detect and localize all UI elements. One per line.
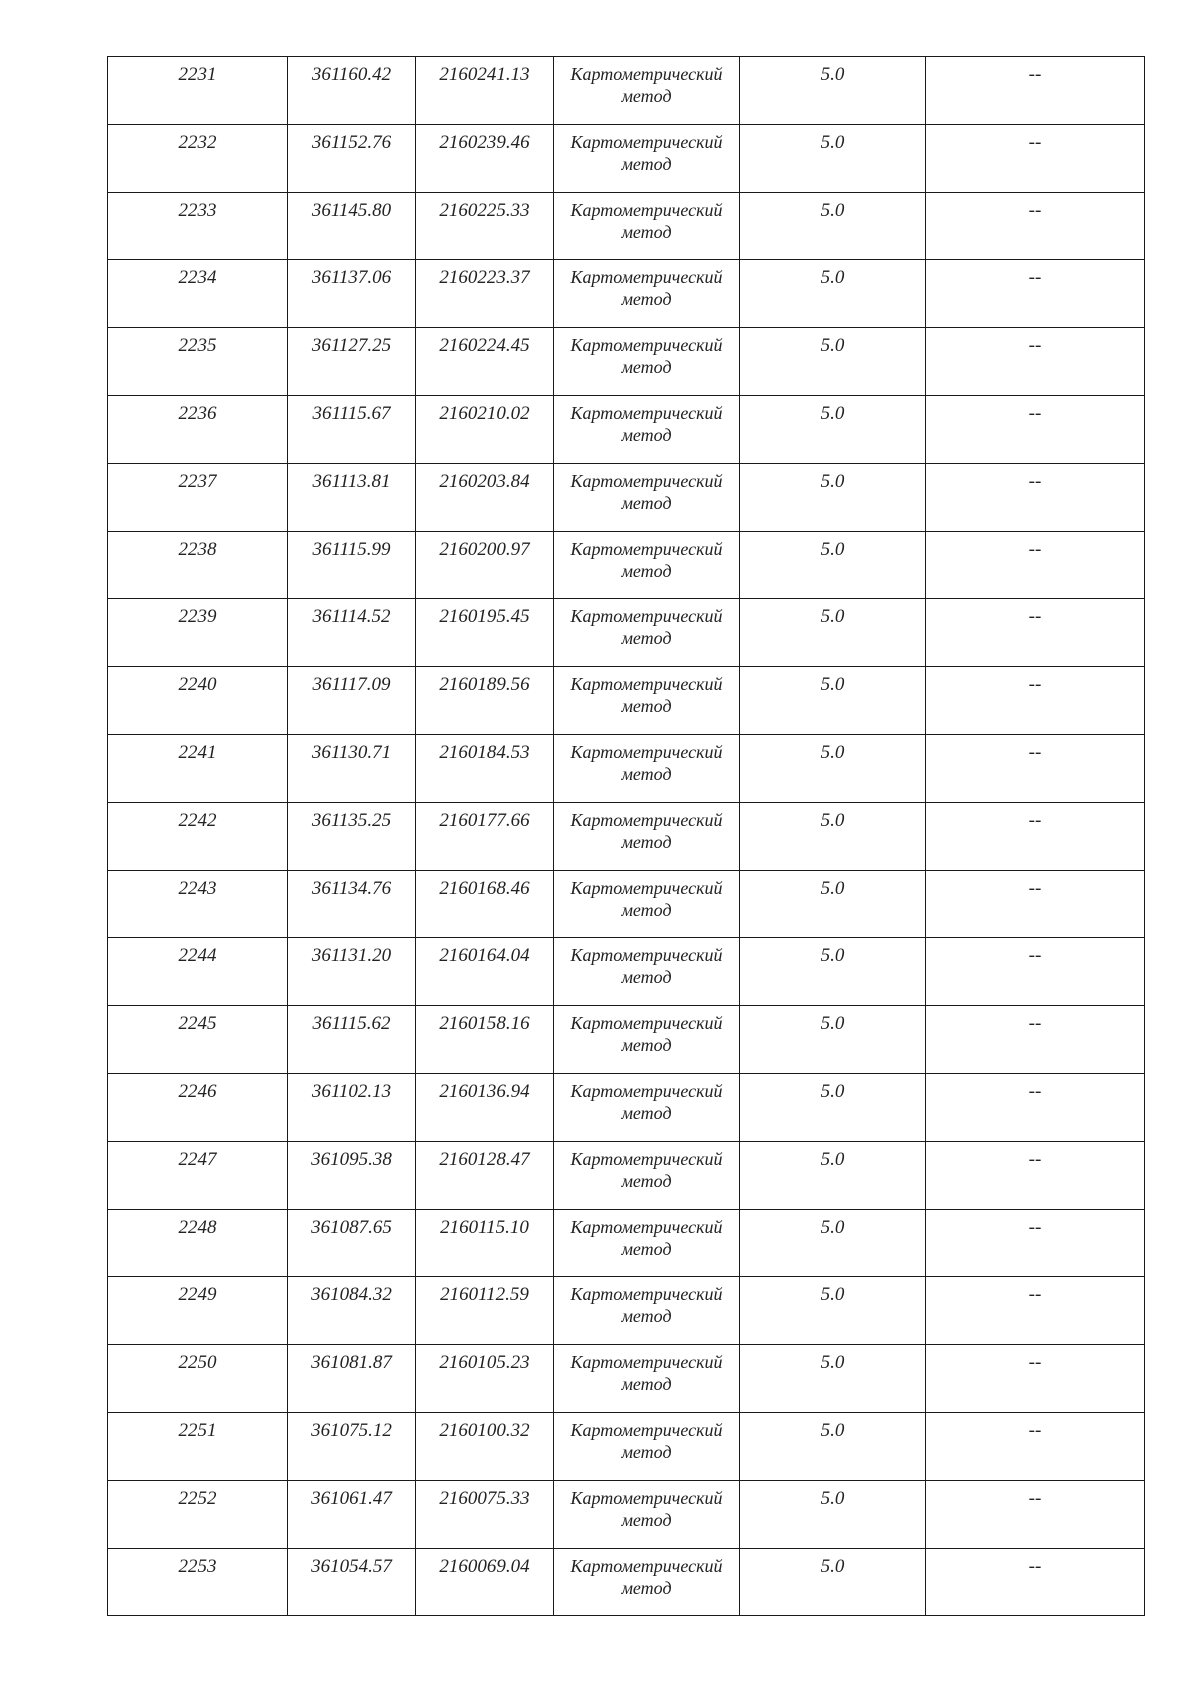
note-cell: --: [926, 395, 1145, 463]
method-cell: Картометрический метод: [554, 192, 740, 260]
method-cell: Картометрический метод: [554, 124, 740, 192]
method-cell: Картометрический метод: [554, 599, 740, 667]
x-coordinate-cell: 361102.13: [288, 1073, 416, 1141]
y-coordinate-cell: 2160195.45: [416, 599, 554, 667]
table-row: [108, 1412, 1145, 1480]
x-coordinate-cell: 361115.99: [288, 531, 416, 599]
note-cell: --: [926, 192, 1145, 260]
point-id-cell: 2242: [108, 802, 288, 870]
table-row: [108, 1345, 1145, 1413]
table-row: [108, 395, 1145, 463]
point-id-cell: 2252: [108, 1480, 288, 1548]
table-row: [108, 463, 1145, 531]
method-cell: Картометрический метод: [554, 938, 740, 1006]
x-coordinate-cell: 361087.65: [288, 1209, 416, 1277]
y-coordinate-cell: 2160105.23: [416, 1345, 554, 1413]
table-row: [108, 1277, 1145, 1345]
note-cell: --: [926, 531, 1145, 599]
y-coordinate-cell: 2160223.37: [416, 260, 554, 328]
table-row: [108, 1006, 1145, 1074]
table-row: [108, 1209, 1145, 1277]
method-cell: Картометрический метод: [554, 1073, 740, 1141]
x-coordinate-cell: 361084.32: [288, 1277, 416, 1345]
y-coordinate-cell: 2160200.97: [416, 531, 554, 599]
method-cell: Картометрический метод: [554, 802, 740, 870]
accuracy-cell: 5.0: [740, 1141, 926, 1209]
x-coordinate-cell: 361095.38: [288, 1141, 416, 1209]
method-cell: Картометрический метод: [554, 1277, 740, 1345]
accuracy-cell: 5.0: [740, 599, 926, 667]
method-cell: Картометрический метод: [554, 1141, 740, 1209]
method-cell: Картометрический метод: [554, 870, 740, 938]
x-coordinate-cell: 361113.81: [288, 463, 416, 531]
y-coordinate-cell: 2160210.02: [416, 395, 554, 463]
y-coordinate-cell: 2160075.33: [416, 1480, 554, 1548]
table-row: [108, 734, 1145, 802]
accuracy-cell: 5.0: [740, 938, 926, 1006]
table-row: [108, 1548, 1145, 1616]
y-coordinate-cell: 2160241.13: [416, 57, 554, 125]
note-cell: --: [926, 1006, 1145, 1074]
y-coordinate-cell: 2160177.66: [416, 802, 554, 870]
y-coordinate-cell: 2160136.94: [416, 1073, 554, 1141]
note-cell: --: [926, 1277, 1145, 1345]
document-page: [107, 56, 1144, 1616]
method-cell: Картометрический метод: [554, 531, 740, 599]
point-id-cell: 2236: [108, 395, 288, 463]
table-row: [108, 1073, 1145, 1141]
x-coordinate-cell: 361134.76: [288, 870, 416, 938]
accuracy-cell: 5.0: [740, 1277, 926, 1345]
accuracy-cell: 5.0: [740, 463, 926, 531]
point-id-cell: 2234: [108, 260, 288, 328]
accuracy-cell: 5.0: [740, 1412, 926, 1480]
x-coordinate-cell: 361061.47: [288, 1480, 416, 1548]
point-id-cell: 2244: [108, 938, 288, 1006]
accuracy-cell: 5.0: [740, 1548, 926, 1616]
point-id-cell: 2247: [108, 1141, 288, 1209]
table-row: [108, 328, 1145, 396]
accuracy-cell: 5.0: [740, 667, 926, 735]
point-id-cell: 2253: [108, 1548, 288, 1616]
note-cell: --: [926, 870, 1145, 938]
method-cell: Картометрический метод: [554, 1345, 740, 1413]
x-coordinate-cell: 361075.12: [288, 1412, 416, 1480]
method-cell: Картометрический метод: [554, 463, 740, 531]
accuracy-cell: 5.0: [740, 328, 926, 396]
table-row: [108, 599, 1145, 667]
y-coordinate-cell: 2160189.56: [416, 667, 554, 735]
point-id-cell: 2250: [108, 1345, 288, 1413]
x-coordinate-cell: 361135.25: [288, 802, 416, 870]
y-coordinate-cell: 2160069.04: [416, 1548, 554, 1616]
note-cell: --: [926, 1073, 1145, 1141]
x-coordinate-cell: 361152.76: [288, 124, 416, 192]
point-id-cell: 2241: [108, 734, 288, 802]
x-coordinate-cell: 361117.09: [288, 667, 416, 735]
method-cell: Картометрический метод: [554, 1209, 740, 1277]
accuracy-cell: 5.0: [740, 531, 926, 599]
table-row: [108, 531, 1145, 599]
x-coordinate-cell: 361130.71: [288, 734, 416, 802]
table-row: [108, 667, 1145, 735]
method-cell: Картометрический метод: [554, 1412, 740, 1480]
y-coordinate-cell: 2160224.45: [416, 328, 554, 396]
point-id-cell: 2246: [108, 1073, 288, 1141]
note-cell: --: [926, 599, 1145, 667]
table-row: [108, 1480, 1145, 1548]
method-cell: Картометрический метод: [554, 395, 740, 463]
method-cell: Картометрический метод: [554, 1480, 740, 1548]
note-cell: --: [926, 1209, 1145, 1277]
accuracy-cell: 5.0: [740, 57, 926, 125]
y-coordinate-cell: 2160100.32: [416, 1412, 554, 1480]
point-id-cell: 2237: [108, 463, 288, 531]
note-cell: --: [926, 734, 1145, 802]
table-row: [108, 192, 1145, 260]
accuracy-cell: 5.0: [740, 1480, 926, 1548]
x-coordinate-cell: 361115.62: [288, 1006, 416, 1074]
point-id-cell: 2249: [108, 1277, 288, 1345]
note-cell: --: [926, 1480, 1145, 1548]
x-coordinate-cell: 361137.06: [288, 260, 416, 328]
x-coordinate-cell: 361145.80: [288, 192, 416, 260]
note-cell: --: [926, 938, 1145, 1006]
coordinates-table-body: [108, 57, 1145, 1616]
method-cell: Картометрический метод: [554, 667, 740, 735]
x-coordinate-cell: 361114.52: [288, 599, 416, 667]
note-cell: --: [926, 1345, 1145, 1413]
point-id-cell: 2243: [108, 870, 288, 938]
accuracy-cell: 5.0: [740, 1345, 926, 1413]
y-coordinate-cell: 2160225.33: [416, 192, 554, 260]
accuracy-cell: 5.0: [740, 734, 926, 802]
y-coordinate-cell: 2160158.16: [416, 1006, 554, 1074]
accuracy-cell: 5.0: [740, 1006, 926, 1074]
note-cell: --: [926, 260, 1145, 328]
y-coordinate-cell: 2160168.46: [416, 870, 554, 938]
point-id-cell: 2231: [108, 57, 288, 125]
point-id-cell: 2240: [108, 667, 288, 735]
point-id-cell: 2238: [108, 531, 288, 599]
accuracy-cell: 5.0: [740, 1073, 926, 1141]
accuracy-cell: 5.0: [740, 802, 926, 870]
point-id-cell: 2235: [108, 328, 288, 396]
table-row: [108, 1141, 1145, 1209]
note-cell: --: [926, 463, 1145, 531]
note-cell: --: [926, 802, 1145, 870]
point-id-cell: 2233: [108, 192, 288, 260]
method-cell: Картометрический метод: [554, 328, 740, 396]
accuracy-cell: 5.0: [740, 870, 926, 938]
y-coordinate-cell: 2160184.53: [416, 734, 554, 802]
method-cell: Картометрический метод: [554, 1006, 740, 1074]
table-row: [108, 938, 1145, 1006]
y-coordinate-cell: 2160115.10: [416, 1209, 554, 1277]
x-coordinate-cell: 361160.42: [288, 57, 416, 125]
x-coordinate-cell: 361127.25: [288, 328, 416, 396]
accuracy-cell: 5.0: [740, 260, 926, 328]
point-id-cell: 2245: [108, 1006, 288, 1074]
table-row: [108, 802, 1145, 870]
y-coordinate-cell: 2160239.46: [416, 124, 554, 192]
point-id-cell: 2248: [108, 1209, 288, 1277]
method-cell: Картометрический метод: [554, 1548, 740, 1616]
note-cell: --: [926, 124, 1145, 192]
accuracy-cell: 5.0: [740, 124, 926, 192]
note-cell: --: [926, 328, 1145, 396]
table-row: [108, 124, 1145, 192]
y-coordinate-cell: 2160128.47: [416, 1141, 554, 1209]
point-id-cell: 2232: [108, 124, 288, 192]
note-cell: --: [926, 1141, 1145, 1209]
point-id-cell: 2239: [108, 599, 288, 667]
note-cell: --: [926, 667, 1145, 735]
note-cell: --: [926, 1548, 1145, 1616]
coordinates-table: [107, 56, 1145, 1616]
point-id-cell: 2251: [108, 1412, 288, 1480]
y-coordinate-cell: 2160203.84: [416, 463, 554, 531]
x-coordinate-cell: 361054.57: [288, 1548, 416, 1616]
note-cell: --: [926, 1412, 1145, 1480]
method-cell: Картометрический метод: [554, 734, 740, 802]
table-row: [108, 57, 1145, 125]
accuracy-cell: 5.0: [740, 395, 926, 463]
x-coordinate-cell: 361115.67: [288, 395, 416, 463]
table-row: [108, 870, 1145, 938]
table-row: [108, 260, 1145, 328]
note-cell: --: [926, 57, 1145, 125]
y-coordinate-cell: 2160112.59: [416, 1277, 554, 1345]
accuracy-cell: 5.0: [740, 1209, 926, 1277]
x-coordinate-cell: 361131.20: [288, 938, 416, 1006]
x-coordinate-cell: 361081.87: [288, 1345, 416, 1413]
y-coordinate-cell: 2160164.04: [416, 938, 554, 1006]
accuracy-cell: 5.0: [740, 192, 926, 260]
method-cell: Картометрический метод: [554, 260, 740, 328]
method-cell: Картометрический метод: [554, 57, 740, 125]
